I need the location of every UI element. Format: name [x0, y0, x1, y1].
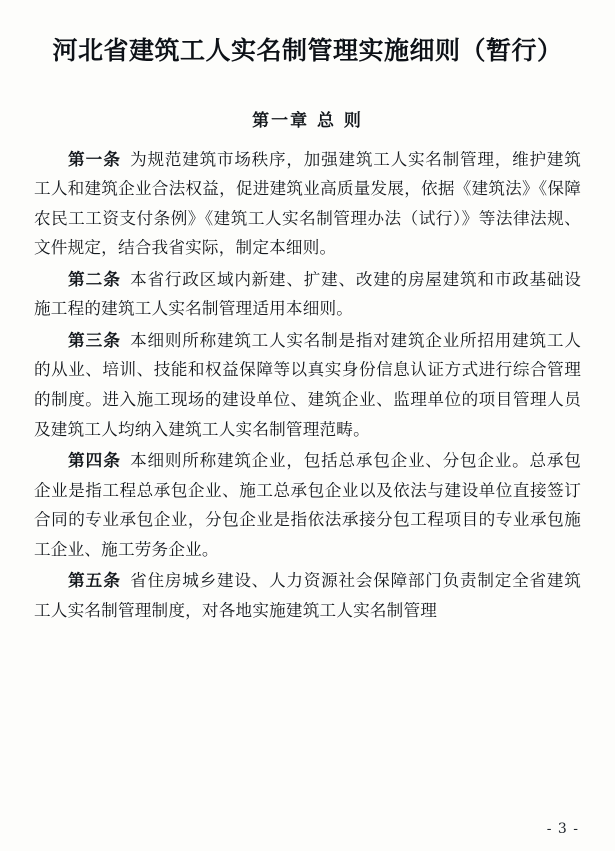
article-text: 为规范建筑市场秩序，加强建筑工人实名制管理，维护建筑工人和建筑企业合法权益，促进建筑业高质量发展，依据《建筑法》《保障农民工工资支付条例》《建筑工人实名制管理办法（试行）》等法律法规、文件规定，结合我省实际，制定本细则。 — [34, 149, 582, 258]
article-label: 第四条 — [68, 450, 122, 471]
chapter-heading: 第一章 总 则 — [252, 110, 363, 131]
article-label: 第五条 — [68, 570, 122, 591]
article-text: 省住房城乡建设、人力资源社会保障部门负责制定全省建筑工人实名制管理制度，对各地实施建筑工人实名制管理 — [34, 571, 582, 620]
page-title: 河北省建筑工人实名制管理实施细则（暂行） — [52, 36, 563, 65]
article-paragraph — [34, 145, 581, 263]
page-number: - 3 - — [546, 821, 579, 837]
article-paragraph — [34, 446, 581, 564]
article-label: 第三条 — [68, 329, 122, 350]
article-text: 本细则所称建筑企业，包括总承包企业、分包企业。总承包企业是指工程总承包企业、施工总承包企业以及依法与建设单位直接签订合同的专业承包企业，分包企业是指依法承接分包工程项目的专业承包施工企业、施工劳务企业。 — [34, 451, 582, 559]
article-text: 本细则所称建筑工人实名制是指对建筑企业所招用建筑工人的从业、培训、技能和权益保障等以真实身份信息认证方式进行综合管理的制度。进入施工现场的建设单位、建筑企业、监理单位的项目管理人员及建筑工人均纳入建筑工人实名制管理范畴。 — [34, 330, 582, 439]
article-text: 本省行政区域内新建、扩建、改建的房屋建筑和市政基础设施工程的建筑工人实名制管理适用本细则。 — [34, 269, 582, 319]
article-paragraph — [34, 326, 581, 444]
article-paragraph — [34, 566, 581, 625]
article-label: 第一条 — [68, 148, 122, 169]
article-paragraph — [34, 265, 581, 324]
article-label: 第二条 — [68, 268, 122, 289]
